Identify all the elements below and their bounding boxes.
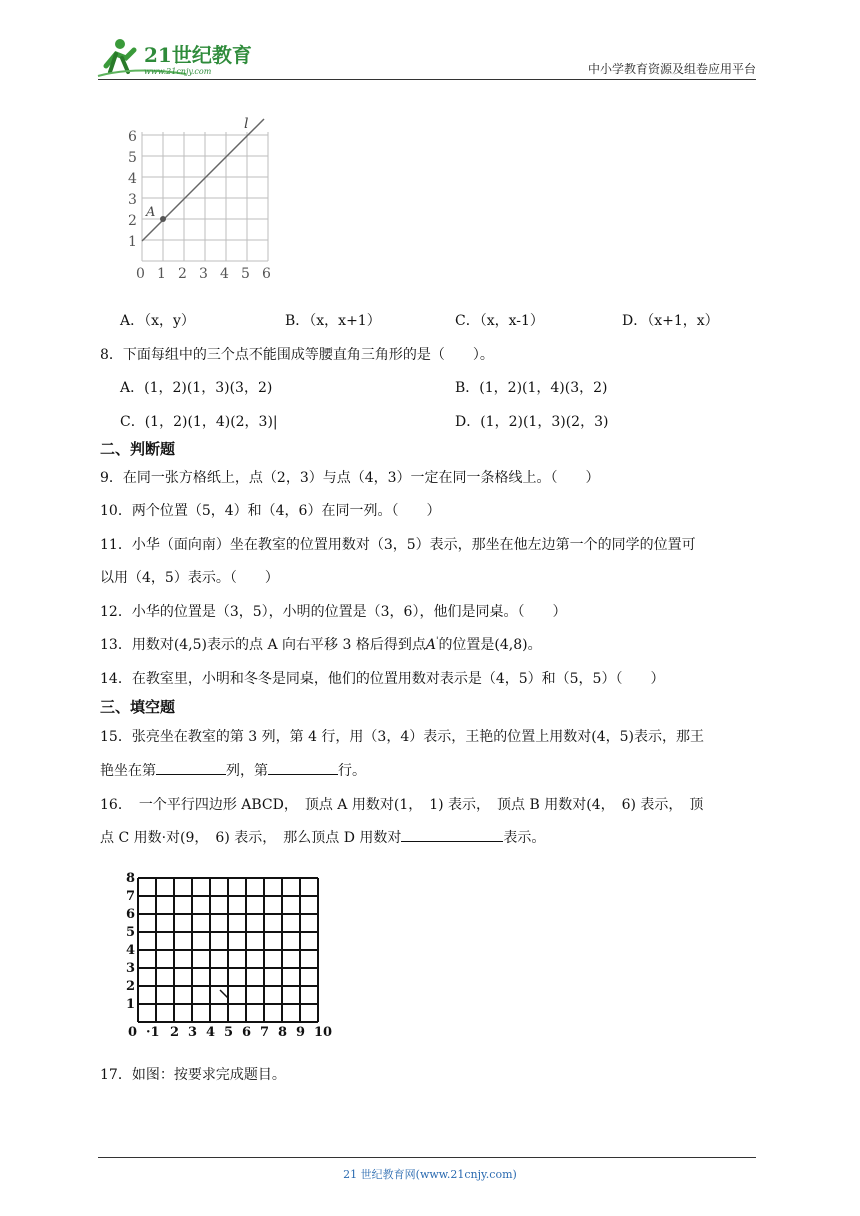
x-tick: 0: [128, 1025, 138, 1038]
question-17: 17．如图：按要求完成题目。: [100, 1067, 286, 1083]
q8-stem: 8．下面每组中的三个点不能围成等腰直角三角形的是（ ）。: [100, 347, 494, 363]
q7-option-d: D．（x+1，x）: [622, 313, 719, 329]
coordinate-grid-handdrawn: [124, 868, 344, 1042]
q7-option-c: C．（x，x-1）: [455, 313, 544, 329]
line-label: l: [244, 116, 249, 132]
q7-option-b: B．（x，x+1）: [285, 313, 381, 329]
y-tick: 5: [128, 150, 137, 166]
header-platform-text: 中小学教育资源及组卷应用平台: [587, 62, 756, 76]
question-13: 13．用数对(4,5)表示的点 A 向右平移 3 格后得到点A'的位置是(4,8)。: [100, 636, 542, 653]
x-tick: 6: [262, 266, 271, 282]
answer-blank-column[interactable]: [156, 760, 226, 775]
point-a: [160, 216, 166, 222]
answer-blank-row[interactable]: [268, 760, 338, 775]
x-tick: 6: [242, 1025, 252, 1038]
question-14: 14．在教室里，小明和冬冬是同桌，他们的位置用数对表示是（4，5）和（5，5）（ ）: [100, 671, 665, 687]
x-tick: 5: [241, 266, 250, 282]
q8-option-b: B．(1，2)(1，4)(3，2): [455, 380, 608, 396]
x-tick: 3: [199, 266, 208, 282]
y-tick: 3: [128, 192, 137, 208]
q7-option-a: A．（x，y）: [120, 313, 195, 329]
line-l: [142, 119, 264, 241]
y-tick: 1: [128, 234, 137, 250]
y-tick: 2: [128, 213, 137, 229]
section-heading-fill-in: 三、填空题: [100, 698, 176, 716]
question-9: 9．在同一张方格纸上，点（2，3）与点（4，3）一定在同一条格线上。（ ）: [100, 470, 600, 486]
x-tick: 2: [178, 266, 187, 282]
q8-option-c: C．(1，2)(1，4)(2，3)|: [120, 414, 278, 430]
y-tick: 6: [128, 129, 137, 145]
y-tick: 4: [128, 171, 137, 187]
y-tick: 5: [126, 925, 136, 940]
header-divider: [98, 79, 756, 80]
question-11-line2: 以用（4，5）表示。（ ）: [100, 570, 279, 586]
x-tick: 9: [296, 1025, 306, 1038]
y-tick: 7: [126, 889, 136, 904]
pencil-mark: [220, 990, 228, 998]
x-tick: 3: [188, 1025, 198, 1038]
y-tick: 8: [126, 871, 136, 886]
question-12: 12．小华的位置是（3，5），小明的位置是（3，6），他们是同桌。（ ）: [100, 604, 567, 620]
x-tick: 8: [278, 1025, 288, 1038]
question-15-line2: 艳坐在第 列，第 行。: [100, 760, 366, 780]
y-tick: 3: [126, 961, 136, 976]
y-tick: 1: [126, 997, 136, 1012]
q8-option-a: A．(1，2)(1，3)(3，2): [120, 380, 273, 396]
x-tick: 10: [314, 1025, 333, 1038]
x-tick: 0: [136, 266, 145, 282]
coordinate-graph-line: [126, 116, 286, 290]
point-a-label: A: [425, 637, 436, 653]
y-tick: 6: [126, 907, 136, 922]
answer-blank-vertex-d[interactable]: [401, 827, 503, 842]
question-16-line1: 16． 一个平行四边形 ABCD， 顶点 A 用数对(1， 1) 表示， 顶点 B 用数对(4， 6) 表示， 顶: [100, 797, 704, 813]
section-heading-judgement: 二、判断题: [100, 440, 176, 458]
question-11-line1: 11．小华（面向南）坐在教室的位置用数对（3，5）表示，那坐在他左边第一个的同学的位置可: [100, 537, 696, 553]
question-16-line2: 点 C 用数·对(9， 6) 表示， 那么顶点 D 用数对 表示。: [100, 827, 545, 847]
question-15-line1: 15．张亮坐在教室的第 3 列，第 4 行，用（3，4）表示，王艳的位置上用数对(4，5)表示，那王: [100, 729, 704, 745]
y-tick: 2: [126, 979, 136, 994]
y-tick: 4: [126, 943, 136, 958]
x-tick: 2: [170, 1025, 180, 1038]
site-logo: [96, 36, 266, 80]
footer-divider: [98, 1157, 756, 1158]
x-tick: 4: [220, 266, 229, 282]
question-10: 10．两个位置（5，4）和（4，6）在同一列。（ ）: [100, 503, 441, 519]
footer-text: 21 世纪教育网(www.21cnjy.com): [343, 1168, 517, 1181]
x-tick: 5: [224, 1025, 234, 1038]
point-label: A: [146, 205, 156, 220]
x-tick: ·1: [146, 1025, 160, 1038]
x-tick: 7: [260, 1025, 270, 1038]
x-tick: 1: [157, 266, 166, 282]
x-tick: 4: [206, 1025, 216, 1038]
q8-option-d: D．(1，2)(1，3)(2，3): [455, 414, 609, 430]
logo-text: 21世纪教育: [144, 43, 252, 67]
logo-url: www.21cnjy.com: [144, 67, 212, 76]
